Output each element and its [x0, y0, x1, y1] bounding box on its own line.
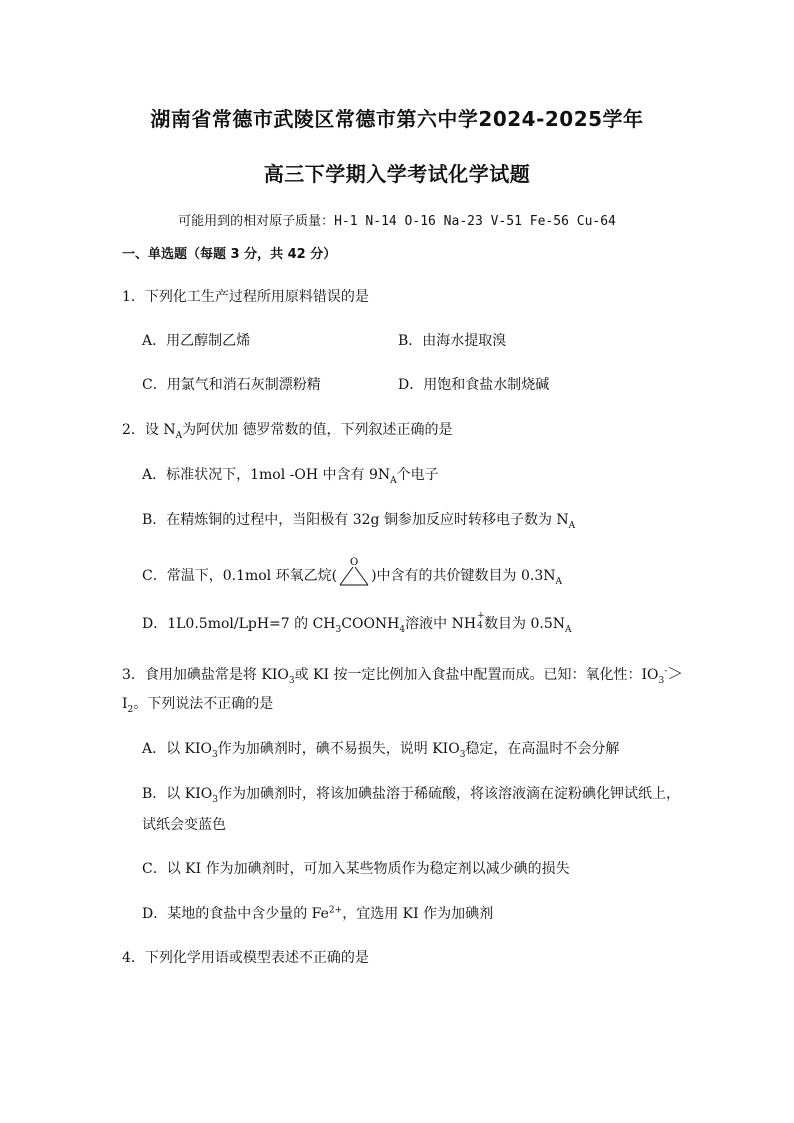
question-2-option-d: D．1L0.5mol/LpH=7 的 $CH_3COONH_4$溶液中 NH + 4 数目为 $0.5N_A$: [142, 611, 572, 635]
question-1-option-a: A．用乙醇制乙烯: [142, 333, 251, 349]
question-2-option-a: A．标准状况下，1mol -OH 中含有 $9N_A$个电子: [142, 467, 439, 486]
question-2-stem: 2．设 $N_A$为阿伏加 德罗常数的值，下列叙述正确的是: [122, 422, 453, 441]
question-1-option-d: D．用饱和食盐水制烧碱: [398, 377, 550, 393]
question-2-option-b: B．在精炼铜的过程中，当阳极有 32g 铜参加反应时转移电子数为 $N_A$: [142, 512, 576, 531]
question-3-stem-line2: $I_2$。下列说法不正确的是: [122, 696, 274, 715]
question-1-option-c: C．用氯气和消石灰制漂粉精: [142, 377, 321, 393]
question-3-option-a: A．以 $KIO_3$作为加碘剂时，碘不易损失，说明 $KIO_3$稳定，在高温时不会分解: [142, 741, 620, 760]
epoxide-ring-diagram: [337, 556, 371, 588]
section-heading: 一、单选题（每题 3 分，共 42 分）: [122, 247, 337, 262]
exam-title-line2: 高三下学期入学考试化学试题: [263, 162, 531, 186]
question-1-option-b: B．由海水提取溴: [398, 333, 507, 349]
atomic-masses-note: 可能用到的相对原子质量：H-1 N-14 O-16 Na-23 V-51 Fe-56 Cu-64: [178, 214, 616, 229]
epoxide-oxygen-label: O: [350, 557, 359, 568]
question-3-option-c: C．以 KI 作为加碘剂时，可加入某些物质作为稳定剂以减少碘的损失: [142, 861, 570, 877]
question-4-stem: 4．下列化学用语或模型表述不正确的是: [122, 950, 369, 966]
question-3-option-b-line1: B．以 $KIO_3$作为加碘剂时，将该加碘盐溶于稀硫酸，将该溶液滴在淀粉碘化钾试纸上，: [142, 786, 680, 805]
question-3-option-b-line2: 试纸会变蓝色: [142, 817, 226, 833]
question-1-stem: 1．下列化工生产过程所用原料错误的是: [122, 289, 369, 305]
question-2-option-c: C．常温下，0.1mol 环氧乙烷( O )中含有的共价键数目为 $0.3N_A$: [142, 557, 563, 587]
question-3-stem-line1: 3．食用加碘盐常是将 $KIO_3$或 KI 按一定比例加入食盐中配置而成。已知：氧化性：$IO_3^->$: [122, 664, 684, 686]
exam-title-line1: 湖南省常德市武陵区常德市第六中学2024-2025学年: [150, 107, 644, 131]
question-3-option-d: D．某地的食盐中含少量的 $Fe^{2+}$，宜选用 KI 作为加碘剂: [142, 905, 494, 922]
